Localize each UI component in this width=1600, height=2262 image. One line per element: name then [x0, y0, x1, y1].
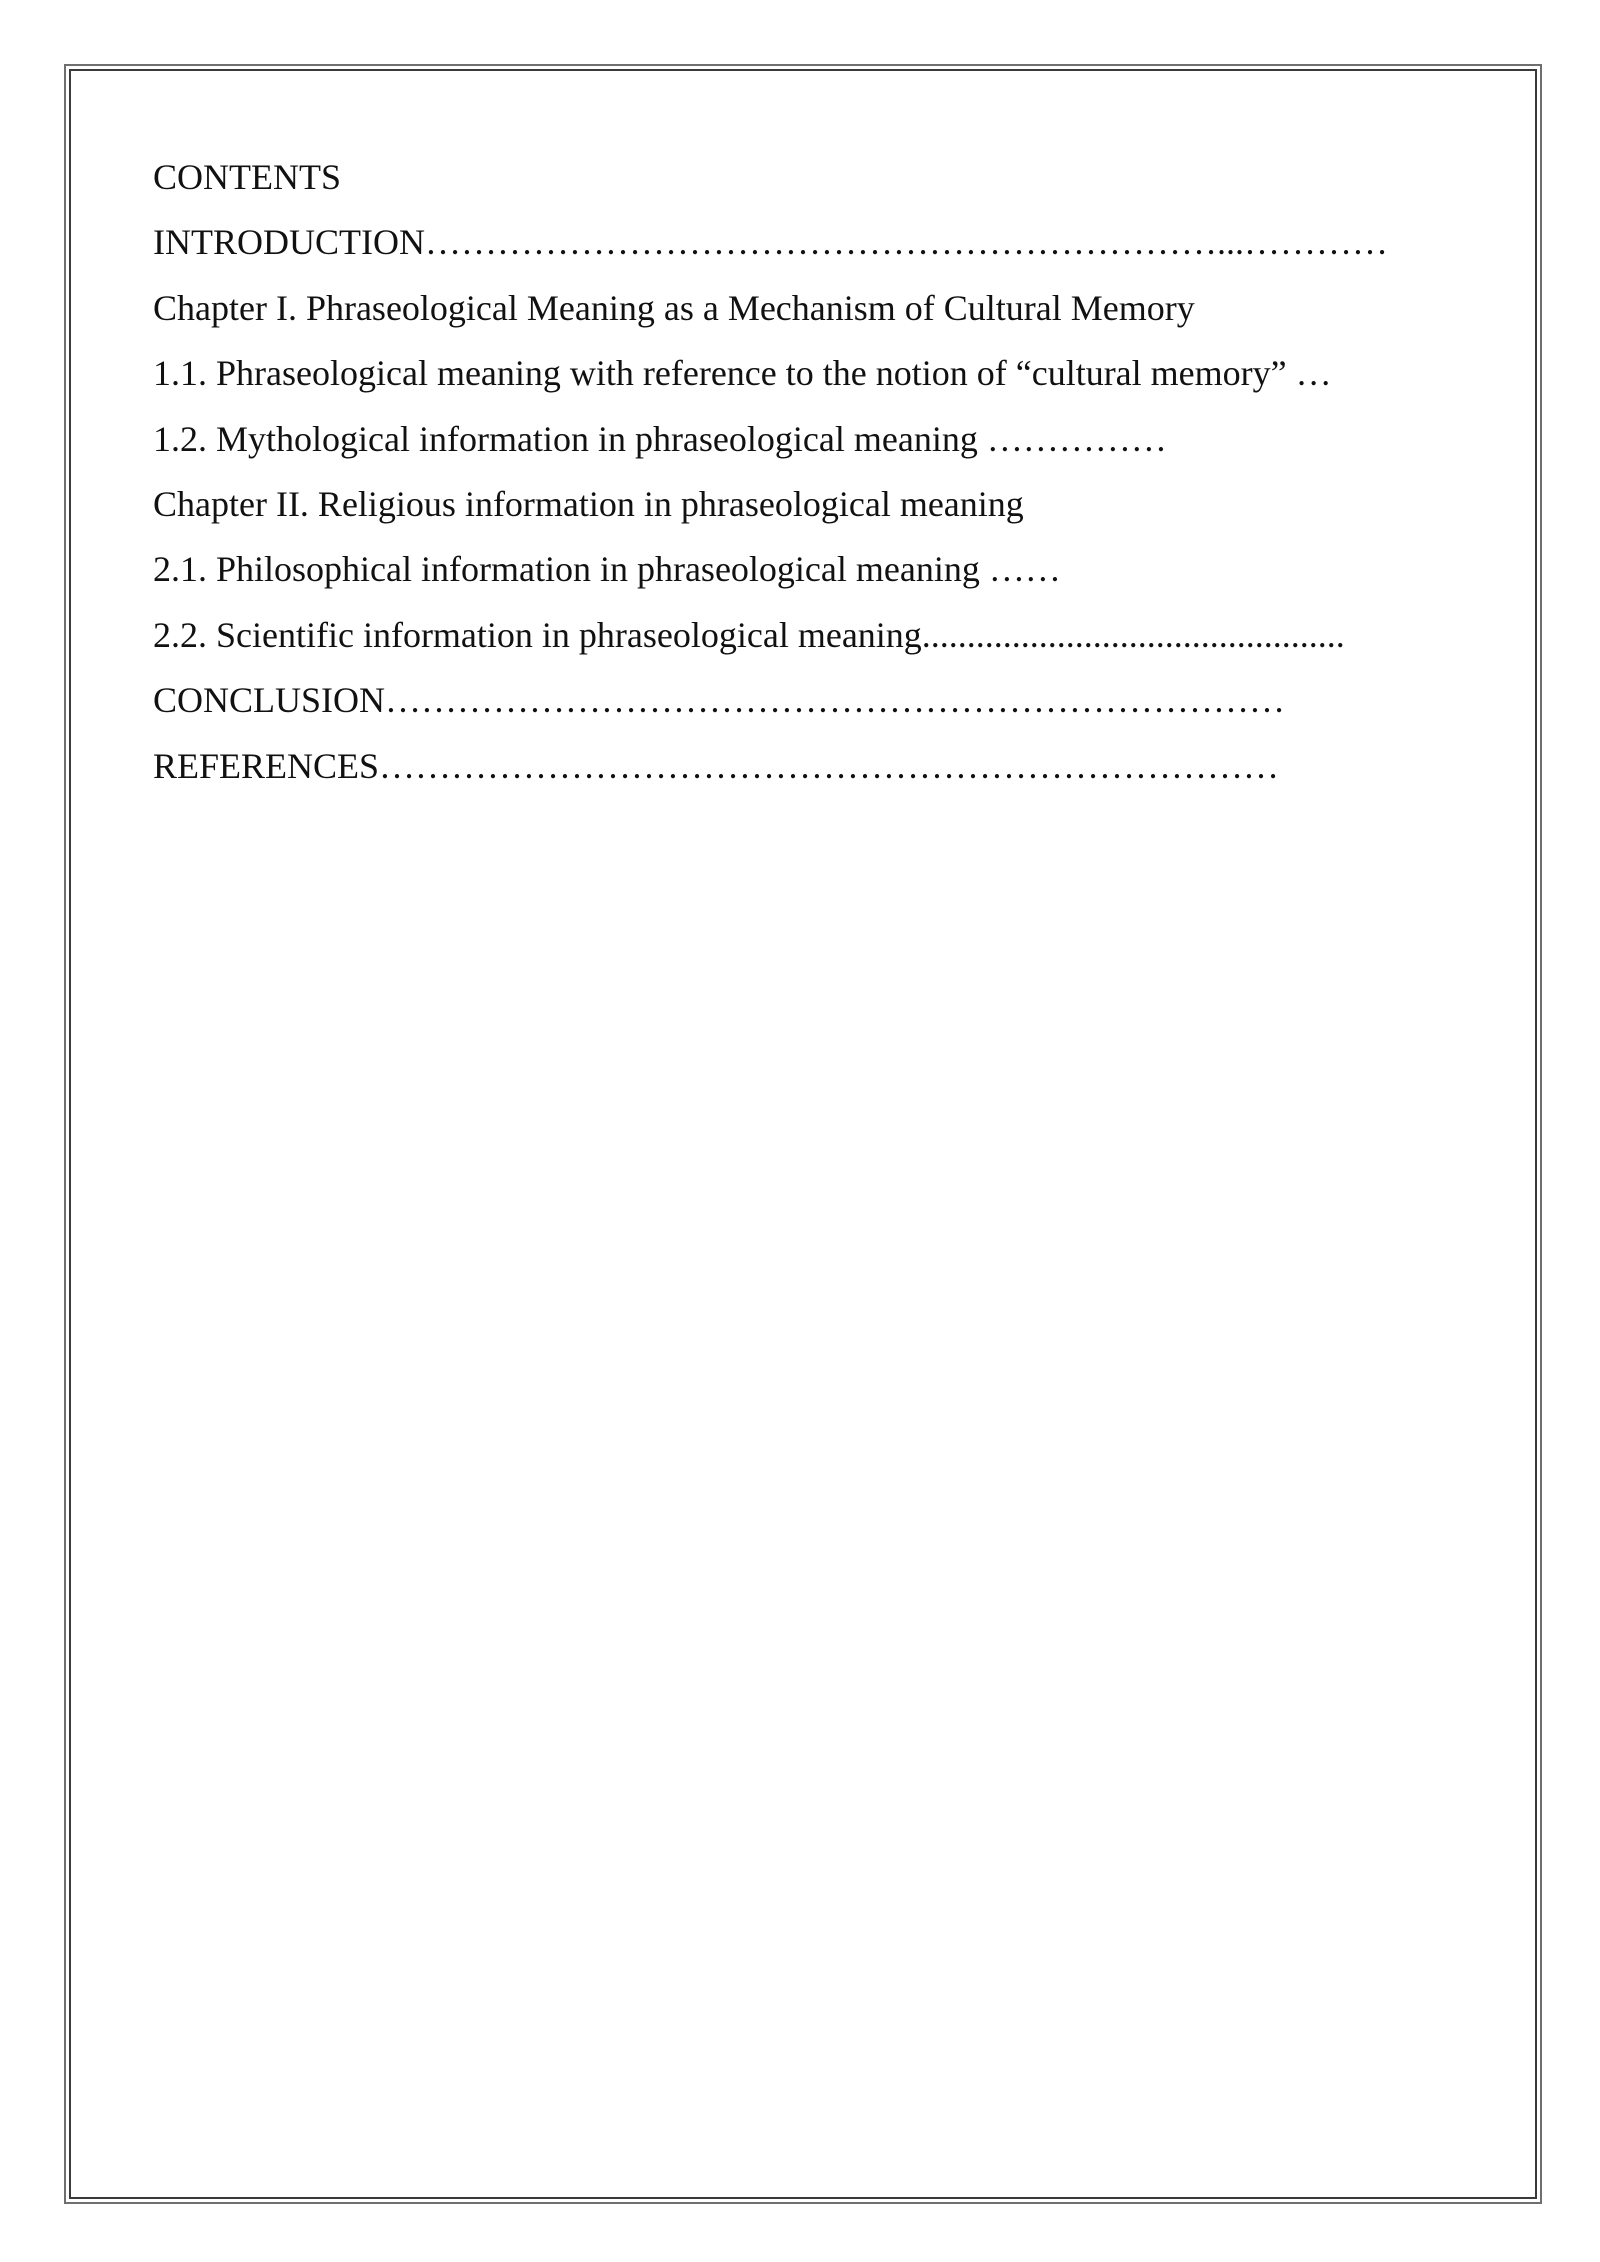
toc-entry-chapter-1: Chapter I. Phraseological Meaning as a Mechanism of Cultural Memory: [153, 287, 1195, 328]
toc-entry-section-1-1: 1.1. Phraseological meaning with reference to the notion of “cultural memory” …: [153, 353, 1332, 394]
toc-entry-section-2-2: 2.2. Scientific information in phraseological meaning...............................................: [153, 614, 1345, 655]
toc-entry-section-1-2: 1.2. Mythological information in phraseological meaning ……………: [153, 418, 1167, 459]
toc-entry-conclusion: CONCLUSION…………………………………………………………………: [153, 680, 1286, 721]
toc-entry-references: REFERENCES…………………………………………………………………: [153, 745, 1280, 786]
toc-entry-chapter-2: Chapter II. Religious information in phraseological meaning: [153, 483, 1024, 524]
toc-entry-section-2-1: 2.1. Philosophical information in phraseological meaning ……: [153, 549, 1061, 590]
contents-heading: CONTENTS: [153, 157, 341, 197]
table-of-contents: [153, 145, 1453, 799]
toc-entry-introduction: INTRODUCTION…………………………………………………………...…………: [153, 222, 1388, 263]
